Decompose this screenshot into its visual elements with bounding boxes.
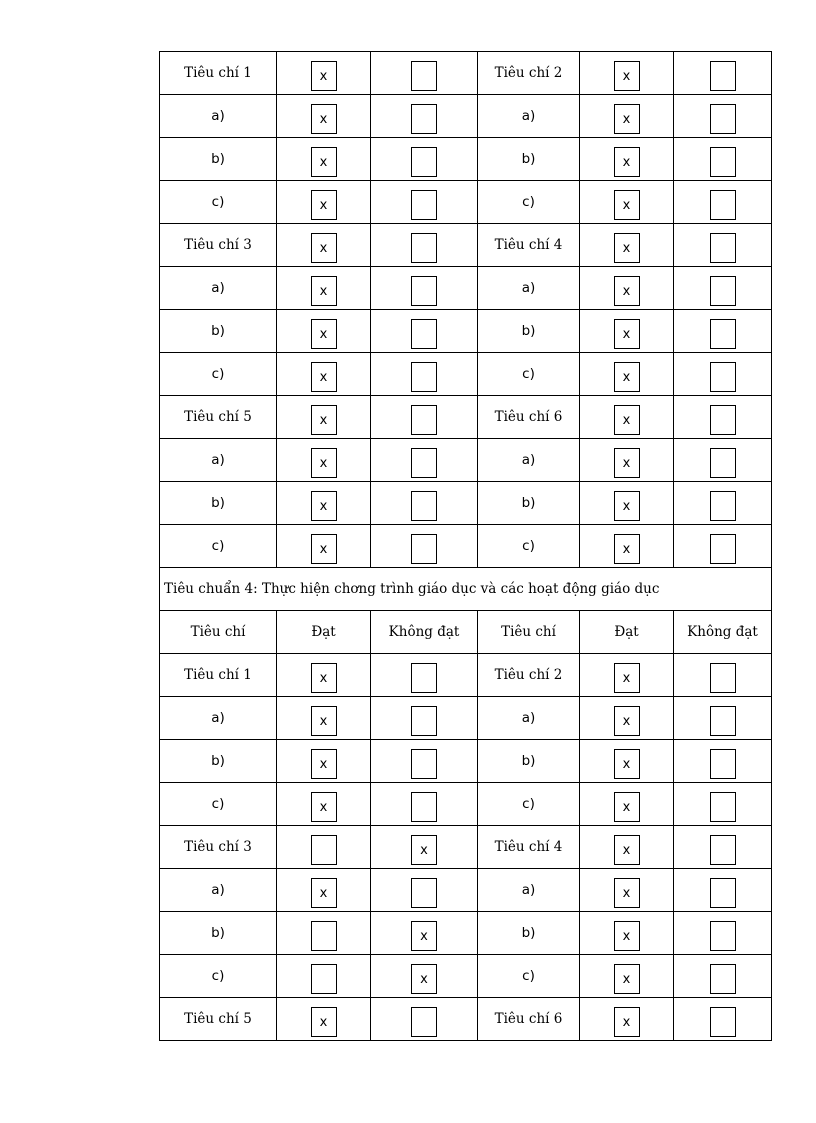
criteria-label: c) (160, 955, 277, 998)
criteria-label: b) (478, 482, 580, 525)
pass-checkbox[interactable]: x (614, 362, 640, 392)
pass-cell (580, 525, 674, 568)
fail-cell (674, 439, 772, 482)
pass-checkbox[interactable]: x (311, 319, 337, 349)
pass-cell (580, 181, 674, 224)
table-row (160, 697, 772, 740)
pass-checkbox[interactable]: x (614, 792, 640, 822)
table-row (160, 912, 772, 955)
criteria-label: b) (478, 138, 580, 181)
fail-checkbox[interactable] (411, 448, 437, 478)
standard4-header (160, 568, 772, 654)
pass-cell (277, 869, 371, 912)
pass-checkbox[interactable]: x (311, 491, 337, 521)
fail-cell (371, 181, 478, 224)
pass-cell (580, 396, 674, 439)
criteria-label: Tiêu chí 2 (478, 654, 580, 697)
fail-checkbox[interactable]: x (411, 964, 437, 994)
pass-cell (277, 267, 371, 310)
pass-cell (580, 439, 674, 482)
standard3-rows (160, 52, 772, 568)
pass-cell (277, 783, 371, 826)
pass-cell (277, 955, 371, 998)
pass-checkbox[interactable]: x (311, 878, 337, 908)
pass-checkbox[interactable]: x (614, 921, 640, 951)
fail-checkbox[interactable] (710, 663, 736, 693)
fail-cell (371, 138, 478, 181)
table-row (160, 826, 772, 869)
pass-checkbox[interactable]: x (614, 233, 640, 263)
pass-cell (277, 181, 371, 224)
pass-cell (580, 138, 674, 181)
fail-checkbox[interactable] (411, 534, 437, 564)
criteria-label: c) (478, 525, 580, 568)
header-pass-left: Đạt (277, 611, 371, 654)
criteria-label: b) (160, 912, 277, 955)
criteria-label: a) (478, 95, 580, 138)
fail-checkbox[interactable] (710, 835, 736, 865)
fail-cell (371, 955, 478, 998)
fail-checkbox[interactable] (411, 706, 437, 736)
fail-cell (371, 224, 478, 267)
fail-cell (674, 697, 772, 740)
fail-checkbox[interactable] (710, 491, 736, 521)
pass-cell (277, 826, 371, 869)
table-row (160, 783, 772, 826)
pass-cell (277, 396, 371, 439)
pass-checkbox[interactable]: x (614, 706, 640, 736)
pass-checkbox[interactable]: x (311, 104, 337, 134)
fail-cell (674, 95, 772, 138)
fail-checkbox[interactable] (710, 878, 736, 908)
criteria-label: Tiêu chí 1 (160, 654, 277, 697)
table-row (160, 224, 772, 267)
criteria-label: a) (160, 267, 277, 310)
table-row (160, 869, 772, 912)
pass-checkbox[interactable]: x (311, 1007, 337, 1037)
pass-cell (580, 482, 674, 525)
table-row (160, 740, 772, 783)
criteria-label: Tiêu chí 5 (160, 998, 277, 1041)
fail-checkbox[interactable] (710, 448, 736, 478)
pass-checkbox[interactable]: x (311, 233, 337, 263)
pass-cell (580, 353, 674, 396)
fail-cell (371, 396, 478, 439)
table-row (160, 482, 772, 525)
fail-cell (371, 826, 478, 869)
table-row (160, 439, 772, 482)
evaluation-table (159, 51, 772, 1041)
criteria-label: a) (160, 439, 277, 482)
pass-checkbox[interactable]: x (614, 964, 640, 994)
fail-checkbox[interactable] (710, 233, 736, 263)
fail-cell (371, 52, 478, 95)
criteria-label: b) (160, 740, 277, 783)
criteria-label: Tiêu chí 5 (160, 396, 277, 439)
pass-checkbox[interactable]: x (614, 405, 640, 435)
pass-cell (277, 224, 371, 267)
fail-checkbox[interactable] (411, 663, 437, 693)
fail-cell (371, 998, 478, 1041)
pass-cell (580, 869, 674, 912)
pass-checkbox[interactable]: x (614, 104, 640, 134)
fail-checkbox[interactable] (411, 61, 437, 91)
pass-checkbox[interactable] (311, 964, 337, 994)
pass-cell (277, 912, 371, 955)
fail-checkbox[interactable] (411, 319, 437, 349)
fail-checkbox[interactable] (710, 749, 736, 779)
criteria-label: c) (160, 181, 277, 224)
pass-checkbox[interactable]: x (311, 663, 337, 693)
fail-checkbox[interactable]: x (411, 921, 437, 951)
pass-checkbox[interactable]: x (311, 362, 337, 392)
criteria-label: a) (160, 869, 277, 912)
fail-checkbox[interactable] (411, 878, 437, 908)
fail-checkbox[interactable] (710, 104, 736, 134)
fail-cell (371, 310, 478, 353)
pass-cell (580, 998, 674, 1041)
pass-cell (580, 654, 674, 697)
criteria-label: a) (478, 697, 580, 740)
pass-cell (277, 998, 371, 1041)
fail-checkbox[interactable] (710, 405, 736, 435)
fail-cell (674, 353, 772, 396)
fail-checkbox[interactable] (710, 147, 736, 177)
table-row (160, 52, 772, 95)
pass-checkbox[interactable]: x (614, 319, 640, 349)
fail-cell (371, 654, 478, 697)
fail-checkbox[interactable] (411, 276, 437, 306)
fail-cell (674, 181, 772, 224)
criteria-label: c) (478, 353, 580, 396)
standard4-rows (160, 654, 772, 1041)
pass-checkbox[interactable]: x (614, 190, 640, 220)
fail-checkbox[interactable]: x (411, 835, 437, 865)
table-row (160, 525, 772, 568)
table-row (160, 181, 772, 224)
pass-cell (277, 95, 371, 138)
criteria-label: Tiêu chí 1 (160, 52, 277, 95)
criteria-label: Tiêu chí 3 (160, 826, 277, 869)
criteria-label: a) (478, 439, 580, 482)
fail-checkbox[interactable] (710, 362, 736, 392)
table-row (160, 310, 772, 353)
fail-checkbox[interactable] (411, 362, 437, 392)
pass-checkbox[interactable]: x (311, 792, 337, 822)
pass-checkbox[interactable] (311, 921, 337, 951)
fail-cell (674, 267, 772, 310)
fail-cell (674, 783, 772, 826)
pass-cell (277, 138, 371, 181)
table-row (160, 138, 772, 181)
header-fail-right: Không đạt (674, 611, 772, 654)
pass-checkbox[interactable]: x (614, 1007, 640, 1037)
fail-cell (674, 482, 772, 525)
fail-cell (371, 482, 478, 525)
criteria-label: Tiêu chí 4 (478, 826, 580, 869)
fail-cell (674, 869, 772, 912)
fail-checkbox[interactable] (710, 1007, 736, 1037)
pass-cell (277, 439, 371, 482)
fail-cell (674, 826, 772, 869)
pass-cell (277, 353, 371, 396)
pass-checkbox[interactable]: x (311, 706, 337, 736)
fail-checkbox[interactable] (411, 792, 437, 822)
criteria-label: Tiêu chí 4 (478, 224, 580, 267)
fail-checkbox[interactable] (710, 706, 736, 736)
fail-cell (674, 654, 772, 697)
fail-cell (371, 353, 478, 396)
pass-cell (277, 697, 371, 740)
fail-checkbox[interactable] (411, 1007, 437, 1037)
standard4-title: Tiêu chuẩn 4: Thực hiện chơng trình giáo dục và các hoạt động giáo dục (160, 568, 772, 611)
column-header-row (160, 611, 772, 654)
fail-checkbox[interactable] (411, 104, 437, 134)
table-row (160, 955, 772, 998)
pass-checkbox[interactable]: x (311, 405, 337, 435)
fail-cell (674, 525, 772, 568)
pass-checkbox[interactable]: x (614, 491, 640, 521)
pass-cell (580, 310, 674, 353)
criteria-label: a) (160, 697, 277, 740)
pass-checkbox[interactable]: x (614, 749, 640, 779)
criteria-label: Tiêu chí 6 (478, 998, 580, 1041)
header-fail-left: Không đạt (371, 611, 478, 654)
fail-cell (674, 396, 772, 439)
fail-cell (371, 783, 478, 826)
fail-checkbox[interactable] (411, 491, 437, 521)
table-row (160, 353, 772, 396)
fail-checkbox[interactable] (411, 147, 437, 177)
pass-cell (580, 52, 674, 95)
table-row (160, 396, 772, 439)
fail-cell (371, 267, 478, 310)
fail-checkbox[interactable] (710, 921, 736, 951)
criteria-label: c) (478, 181, 580, 224)
table-row (160, 95, 772, 138)
fail-cell (674, 912, 772, 955)
fail-cell (674, 224, 772, 267)
fail-checkbox[interactable] (710, 534, 736, 564)
criteria-label: c) (478, 783, 580, 826)
criteria-label: a) (160, 95, 277, 138)
pass-cell (277, 740, 371, 783)
fail-cell (674, 52, 772, 95)
fail-cell (674, 955, 772, 998)
pass-cell (277, 525, 371, 568)
criteria-label: c) (160, 783, 277, 826)
pass-checkbox[interactable]: x (311, 448, 337, 478)
criteria-label: Tiêu chí 3 (160, 224, 277, 267)
pass-checkbox[interactable]: x (614, 276, 640, 306)
pass-checkbox[interactable]: x (614, 448, 640, 478)
pass-cell (277, 310, 371, 353)
fail-cell (371, 525, 478, 568)
pass-cell (580, 955, 674, 998)
pass-cell (580, 826, 674, 869)
criteria-label: b) (160, 482, 277, 525)
pass-checkbox[interactable]: x (614, 147, 640, 177)
table-row (160, 267, 772, 310)
criteria-label: c) (160, 353, 277, 396)
pass-cell (580, 95, 674, 138)
fail-checkbox[interactable] (411, 749, 437, 779)
pass-checkbox[interactable]: x (311, 190, 337, 220)
pass-cell (580, 783, 674, 826)
pass-checkbox[interactable] (311, 835, 337, 865)
pass-cell (277, 52, 371, 95)
pass-checkbox[interactable]: x (311, 147, 337, 177)
criteria-label: Tiêu chí 6 (478, 396, 580, 439)
pass-checkbox[interactable]: x (614, 534, 640, 564)
header-criteria-right: Tiêu chí (478, 611, 580, 654)
pass-checkbox[interactable]: x (311, 749, 337, 779)
pass-checkbox[interactable]: x (614, 663, 640, 693)
fail-cell (371, 869, 478, 912)
pass-checkbox[interactable]: x (614, 878, 640, 908)
criteria-label: a) (478, 267, 580, 310)
fail-checkbox[interactable] (710, 61, 736, 91)
pass-cell (580, 912, 674, 955)
fail-cell (674, 138, 772, 181)
fail-cell (371, 439, 478, 482)
fail-checkbox[interactable] (411, 233, 437, 263)
pass-cell (580, 740, 674, 783)
fail-checkbox[interactable] (710, 319, 736, 349)
pass-cell (277, 654, 371, 697)
fail-cell (371, 912, 478, 955)
criteria-label: b) (478, 740, 580, 783)
pass-cell (580, 697, 674, 740)
fail-cell (674, 310, 772, 353)
criteria-label: c) (478, 955, 580, 998)
table-row (160, 998, 772, 1041)
pass-cell (580, 267, 674, 310)
fail-cell (371, 740, 478, 783)
header-pass-right: Đạt (580, 611, 674, 654)
criteria-label: b) (478, 912, 580, 955)
criteria-label: Tiêu chí 2 (478, 52, 580, 95)
fail-cell (371, 697, 478, 740)
header-criteria-left: Tiêu chí (160, 611, 277, 654)
fail-checkbox[interactable] (411, 405, 437, 435)
pass-cell (277, 482, 371, 525)
criteria-label: c) (160, 525, 277, 568)
fail-checkbox[interactable] (710, 190, 736, 220)
pass-checkbox[interactable]: x (614, 835, 640, 865)
fail-cell (371, 95, 478, 138)
fail-cell (674, 740, 772, 783)
fail-checkbox[interactable] (411, 190, 437, 220)
criteria-label: a) (478, 869, 580, 912)
fail-cell (674, 998, 772, 1041)
pass-checkbox[interactable]: x (614, 61, 640, 91)
criteria-label: b) (478, 310, 580, 353)
pass-checkbox[interactable]: x (311, 276, 337, 306)
criteria-label: b) (160, 138, 277, 181)
criteria-label: b) (160, 310, 277, 353)
pass-checkbox[interactable]: x (311, 61, 337, 91)
fail-checkbox[interactable] (710, 276, 736, 306)
fail-checkbox[interactable] (710, 964, 736, 994)
fail-checkbox[interactable] (710, 792, 736, 822)
pass-checkbox[interactable]: x (311, 534, 337, 564)
table-row (160, 654, 772, 697)
pass-cell (580, 224, 674, 267)
